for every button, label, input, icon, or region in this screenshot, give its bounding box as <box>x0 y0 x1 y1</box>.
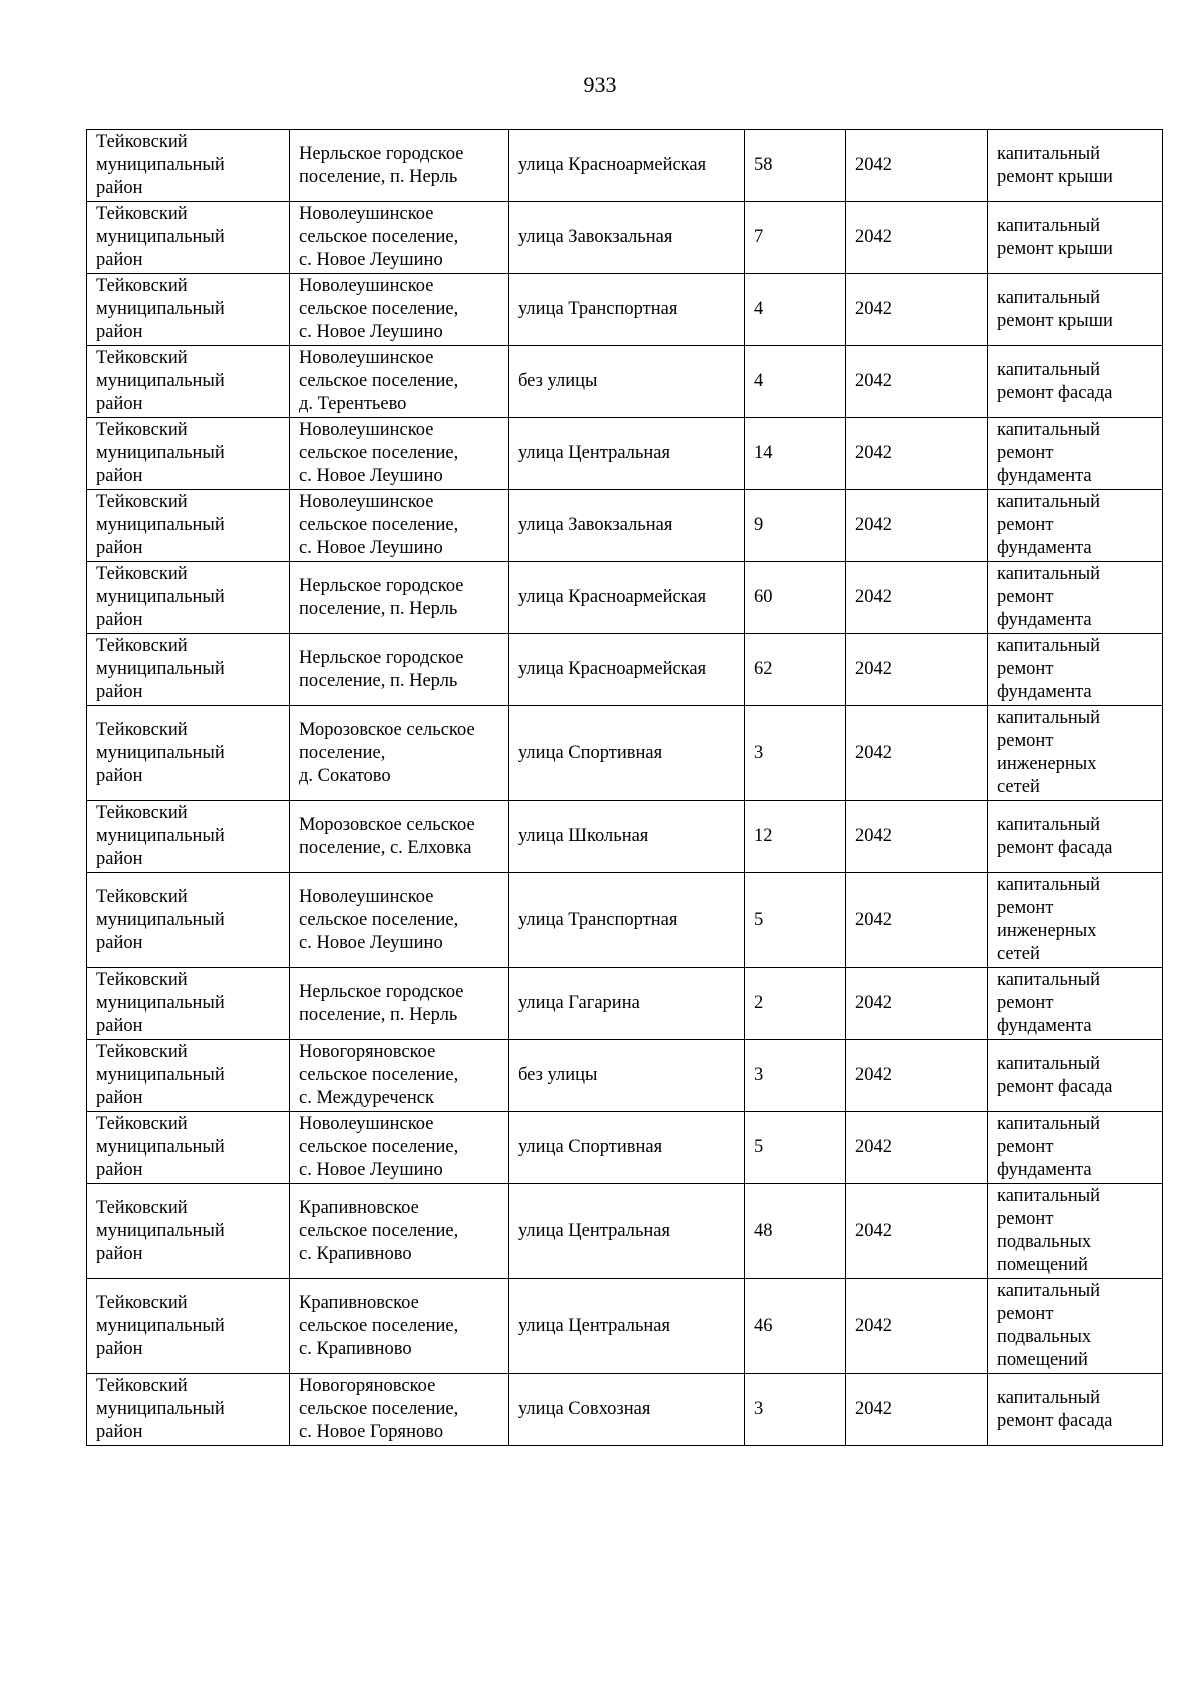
district-cell <box>87 1279 290 1374</box>
settlement-cell <box>290 490 509 562</box>
settlement-cell <box>290 1040 509 1112</box>
street-text: улица Красноармейская <box>518 659 707 679</box>
work-type-text: капитальный ремонт подвальных помещений <box>997 1281 1101 1370</box>
street-text: улица Центральная <box>518 1220 671 1241</box>
settlement-text: Новолеушинское сельское поселение, с. Новое Леушино <box>299 1114 459 1180</box>
settlement-text: Новогоряновское сельское поселение, с. Междуреченск <box>299 1042 459 1108</box>
table-row <box>87 130 1163 202</box>
work-type-cell <box>988 1040 1163 1112</box>
house-number-cell <box>745 634 846 706</box>
work-type-cell <box>988 968 1163 1040</box>
table-row <box>87 418 1163 490</box>
year-cell <box>846 346 988 418</box>
table-row <box>87 274 1163 346</box>
street-text: без улицы <box>518 1065 598 1085</box>
settlement-cell <box>290 202 509 274</box>
house-number-text: 4 <box>754 371 764 391</box>
settlement-text: Новолеушинское сельское поселение, с. Новое Леушино <box>299 886 459 953</box>
district-cell <box>87 562 290 634</box>
settlement-cell <box>290 706 509 801</box>
district-text: Тейковский муниципальный район <box>96 348 225 414</box>
table-row <box>87 706 1163 801</box>
house-number-cell <box>745 274 846 346</box>
settlement-cell <box>290 1279 509 1374</box>
house-number-cell <box>745 1184 846 1279</box>
year-text: 2042 <box>855 1065 892 1085</box>
year-cell <box>846 1374 988 1446</box>
house-number-text: 5 <box>754 909 764 930</box>
table-row <box>87 1184 1163 1279</box>
house-number-cell <box>745 1112 846 1184</box>
street-text: улица Спортивная <box>518 742 663 763</box>
street-cell <box>509 274 745 346</box>
work-type-cell <box>988 801 1163 873</box>
table-row <box>87 202 1163 274</box>
district-text: Тейковский муниципальный район <box>96 1376 225 1442</box>
table-row <box>87 562 1163 634</box>
house-number-cell <box>745 1279 846 1374</box>
district-text: Тейковский муниципальный район <box>96 132 225 198</box>
house-number-cell <box>745 1040 846 1112</box>
year-text: 2042 <box>855 659 892 679</box>
district-text: Тейковский муниципальный район <box>96 803 225 869</box>
year-text: 2042 <box>855 1137 892 1157</box>
year-text: 2042 <box>855 299 892 319</box>
street-cell <box>509 706 745 801</box>
house-number-text: 62 <box>754 659 773 679</box>
year-text: 2042 <box>855 1315 892 1336</box>
settlement-text: Нерльское городское поселение, п. Нерль <box>299 143 464 187</box>
work-type-cell <box>988 274 1163 346</box>
work-type-text: капитальный ремонт крыши <box>997 287 1113 331</box>
street-cell <box>509 1112 745 1184</box>
house-number-text: 46 <box>754 1315 773 1336</box>
street-cell <box>509 418 745 490</box>
year-text: 2042 <box>855 993 892 1013</box>
settlement-text: Новолеушинское сельское поселение, д. Терентьево <box>299 348 459 414</box>
work-type-text: капитальный ремонт фасада <box>997 1387 1113 1431</box>
year-text: 2042 <box>855 587 892 607</box>
street-text: улица Транспортная <box>518 909 678 930</box>
street-text: улица Спортивная <box>518 1137 663 1157</box>
district-cell <box>87 1374 290 1446</box>
settlement-text: Крапивновское сельское поселение, с. Крапивново <box>299 1292 459 1359</box>
year-cell <box>846 634 988 706</box>
district-cell <box>87 130 290 202</box>
year-cell <box>846 418 988 490</box>
settlement-cell <box>290 1184 509 1279</box>
house-number-cell <box>745 873 846 968</box>
work-type-cell <box>988 202 1163 274</box>
settlement-text: Новогоряновское сельское поселение, с. Новое Горяново <box>299 1376 459 1442</box>
settlement-text: Морозовское сельское поселение, д. Сокатово <box>299 719 475 786</box>
house-number-cell <box>745 1374 846 1446</box>
district-cell <box>87 1040 290 1112</box>
street-text: улица Красноармейская <box>518 587 707 607</box>
year-text: 2042 <box>855 1399 892 1419</box>
district-text: Тейковский муниципальный район <box>96 1197 225 1264</box>
settlement-cell <box>290 968 509 1040</box>
street-cell <box>509 346 745 418</box>
work-type-text: капитальный ремонт фасада <box>997 359 1113 403</box>
house-number-cell <box>745 706 846 801</box>
year-cell <box>846 274 988 346</box>
street-text: улица Центральная <box>518 443 671 463</box>
street-cell <box>509 1279 745 1374</box>
year-text: 2042 <box>855 371 892 391</box>
house-number-text: 3 <box>754 1399 764 1419</box>
year-text: 2042 <box>855 1220 892 1241</box>
year-text: 2042 <box>855 227 892 247</box>
year-text: 2042 <box>855 155 892 175</box>
house-number-text: 3 <box>754 742 764 763</box>
settlement-cell <box>290 346 509 418</box>
house-number-text: 12 <box>754 826 773 846</box>
year-cell <box>846 202 988 274</box>
district-text: Тейковский муниципальный район <box>96 636 225 702</box>
house-number-text: 4 <box>754 299 764 319</box>
work-type-text: капитальный ремонт фасада <box>997 814 1113 858</box>
work-type-text: капитальный ремонт фундамента <box>997 492 1101 558</box>
street-cell <box>509 968 745 1040</box>
street-cell <box>509 490 745 562</box>
work-type-cell <box>988 1112 1163 1184</box>
table-row <box>87 1112 1163 1184</box>
table-row <box>87 801 1163 873</box>
house-number-text: 9 <box>754 515 764 535</box>
settlement-text: Новолеушинское сельское поселение, с. Новое Леушино <box>299 420 459 486</box>
records-table-body <box>87 130 1163 1446</box>
house-number-text: 58 <box>754 155 773 175</box>
work-type-text: капитальный ремонт крыши <box>997 215 1113 259</box>
work-type-text: капитальный ремонт фундамента <box>997 564 1101 630</box>
year-text: 2042 <box>855 515 892 535</box>
work-type-cell <box>988 706 1163 801</box>
work-type-text: капитальный ремонт фундамента <box>997 636 1101 702</box>
settlement-text: Морозовское сельское поселение, с. Елховка <box>299 814 475 858</box>
work-type-cell <box>988 490 1163 562</box>
table-row <box>87 968 1163 1040</box>
work-type-cell <box>988 130 1163 202</box>
house-number-cell <box>745 968 846 1040</box>
year-text: 2042 <box>855 909 892 930</box>
year-cell <box>846 968 988 1040</box>
settlement-cell <box>290 801 509 873</box>
settlement-text: Нерльское городское поселение, п. Нерль <box>299 575 464 619</box>
house-number-cell <box>745 130 846 202</box>
settlement-cell <box>290 274 509 346</box>
house-number-cell <box>745 562 846 634</box>
work-type-cell <box>988 1279 1163 1374</box>
house-number-text: 14 <box>754 443 773 463</box>
table-row <box>87 873 1163 968</box>
street-cell <box>509 202 745 274</box>
settlement-text: Новолеушинское сельское поселение, с. Новое Леушино <box>299 492 459 558</box>
work-type-cell <box>988 634 1163 706</box>
table-row <box>87 490 1163 562</box>
work-type-text: капитальный ремонт фундамента <box>997 970 1101 1036</box>
street-cell <box>509 1040 745 1112</box>
street-text: улица Школьная <box>518 826 649 846</box>
district-cell <box>87 1184 290 1279</box>
settlement-text: Крапивновское сельское поселение, с. Крапивново <box>299 1197 459 1264</box>
district-cell <box>87 706 290 801</box>
year-cell <box>846 130 988 202</box>
work-type-cell <box>988 562 1163 634</box>
street-text: без улицы <box>518 371 598 391</box>
work-type-cell <box>988 1184 1163 1279</box>
table-row <box>87 346 1163 418</box>
house-number-cell <box>745 202 846 274</box>
year-cell <box>846 490 988 562</box>
year-text: 2042 <box>855 443 892 463</box>
district-cell <box>87 873 290 968</box>
work-type-text: капитальный ремонт фасада <box>997 1053 1113 1097</box>
district-text: Тейковский муниципальный район <box>96 564 225 630</box>
district-text: Тейковский муниципальный район <box>96 1042 225 1108</box>
year-text: 2042 <box>855 826 892 846</box>
house-number-text: 5 <box>754 1137 764 1157</box>
settlement-text: Нерльское городское поселение, п. Нерль <box>299 647 464 691</box>
year-cell <box>846 801 988 873</box>
street-cell <box>509 873 745 968</box>
year-cell <box>846 706 988 801</box>
settlement-cell <box>290 130 509 202</box>
records-table <box>86 129 1163 1446</box>
house-number-cell <box>745 346 846 418</box>
house-number-cell <box>745 418 846 490</box>
district-text: Тейковский муниципальный район <box>96 886 225 953</box>
district-text: Тейковский муниципальный район <box>96 970 225 1036</box>
work-type-text: капитальный ремонт инженерных сетей <box>997 875 1101 964</box>
settlement-text: Новолеушинское сельское поселение, с. Новое Леушино <box>299 276 459 342</box>
work-type-cell <box>988 418 1163 490</box>
district-cell <box>87 274 290 346</box>
street-cell <box>509 1374 745 1446</box>
house-number-text: 3 <box>754 1065 764 1085</box>
street-text: улица Совхозная <box>518 1399 651 1419</box>
house-number-text: 7 <box>754 227 764 247</box>
district-cell <box>87 968 290 1040</box>
settlement-cell <box>290 1374 509 1446</box>
street-text: улица Красноармейская <box>518 155 707 175</box>
house-number-text: 48 <box>754 1220 773 1241</box>
settlement-cell <box>290 634 509 706</box>
district-cell <box>87 346 290 418</box>
district-cell <box>87 202 290 274</box>
district-cell <box>87 490 290 562</box>
work-type-cell <box>988 1374 1163 1446</box>
year-text: 2042 <box>855 742 892 763</box>
settlement-cell <box>290 418 509 490</box>
year-cell <box>846 1112 988 1184</box>
year-cell <box>846 1279 988 1374</box>
work-type-text: капитальный ремонт фундамента <box>997 420 1101 486</box>
district-text: Тейковский муниципальный район <box>96 276 225 342</box>
house-number-cell <box>745 490 846 562</box>
district-text: Тейковский муниципальный район <box>96 420 225 486</box>
house-number-cell <box>745 801 846 873</box>
street-text: улица Завокзальная <box>518 515 673 535</box>
settlement-text: Нерльское городское поселение, п. Нерль <box>299 981 464 1025</box>
settlement-cell <box>290 873 509 968</box>
district-text: Тейковский муниципальный район <box>96 719 225 786</box>
street-text: улица Завокзальная <box>518 227 673 247</box>
street-cell <box>509 130 745 202</box>
page-number: 933 <box>583 72 617 97</box>
street-cell <box>509 1184 745 1279</box>
street-text: улица Гагарина <box>518 993 640 1013</box>
district-text: Тейковский муниципальный район <box>96 1114 225 1180</box>
work-type-cell <box>988 346 1163 418</box>
year-cell <box>846 1184 988 1279</box>
district-text: Тейковский муниципальный район <box>96 492 225 558</box>
street-cell <box>509 562 745 634</box>
district-text: Тейковский муниципальный район <box>96 204 225 270</box>
district-cell <box>87 801 290 873</box>
table-row <box>87 634 1163 706</box>
settlement-cell <box>290 1112 509 1184</box>
table-row <box>87 1040 1163 1112</box>
district-cell <box>87 1112 290 1184</box>
district-cell <box>87 418 290 490</box>
settlement-text: Новолеушинское сельское поселение, с. Новое Леушино <box>299 204 459 270</box>
house-number-text: 2 <box>754 993 764 1013</box>
table-row <box>87 1374 1163 1446</box>
street-cell <box>509 634 745 706</box>
work-type-text: капитальный ремонт фундамента <box>997 1114 1101 1180</box>
house-number-text: 60 <box>754 587 773 607</box>
street-text: улица Транспортная <box>518 299 678 319</box>
street-cell <box>509 801 745 873</box>
table-row <box>87 1279 1163 1374</box>
district-text: Тейковский муниципальный район <box>96 1292 225 1359</box>
street-text: улица Центральная <box>518 1315 671 1336</box>
work-type-cell <box>988 873 1163 968</box>
settlement-cell <box>290 562 509 634</box>
year-cell <box>846 562 988 634</box>
work-type-text: капитальный ремонт крыши <box>997 143 1113 187</box>
work-type-text: капитальный ремонт подвальных помещений <box>997 1186 1101 1275</box>
year-cell <box>846 873 988 968</box>
work-type-text: капитальный ремонт инженерных сетей <box>997 708 1101 797</box>
district-cell <box>87 634 290 706</box>
year-cell <box>846 1040 988 1112</box>
